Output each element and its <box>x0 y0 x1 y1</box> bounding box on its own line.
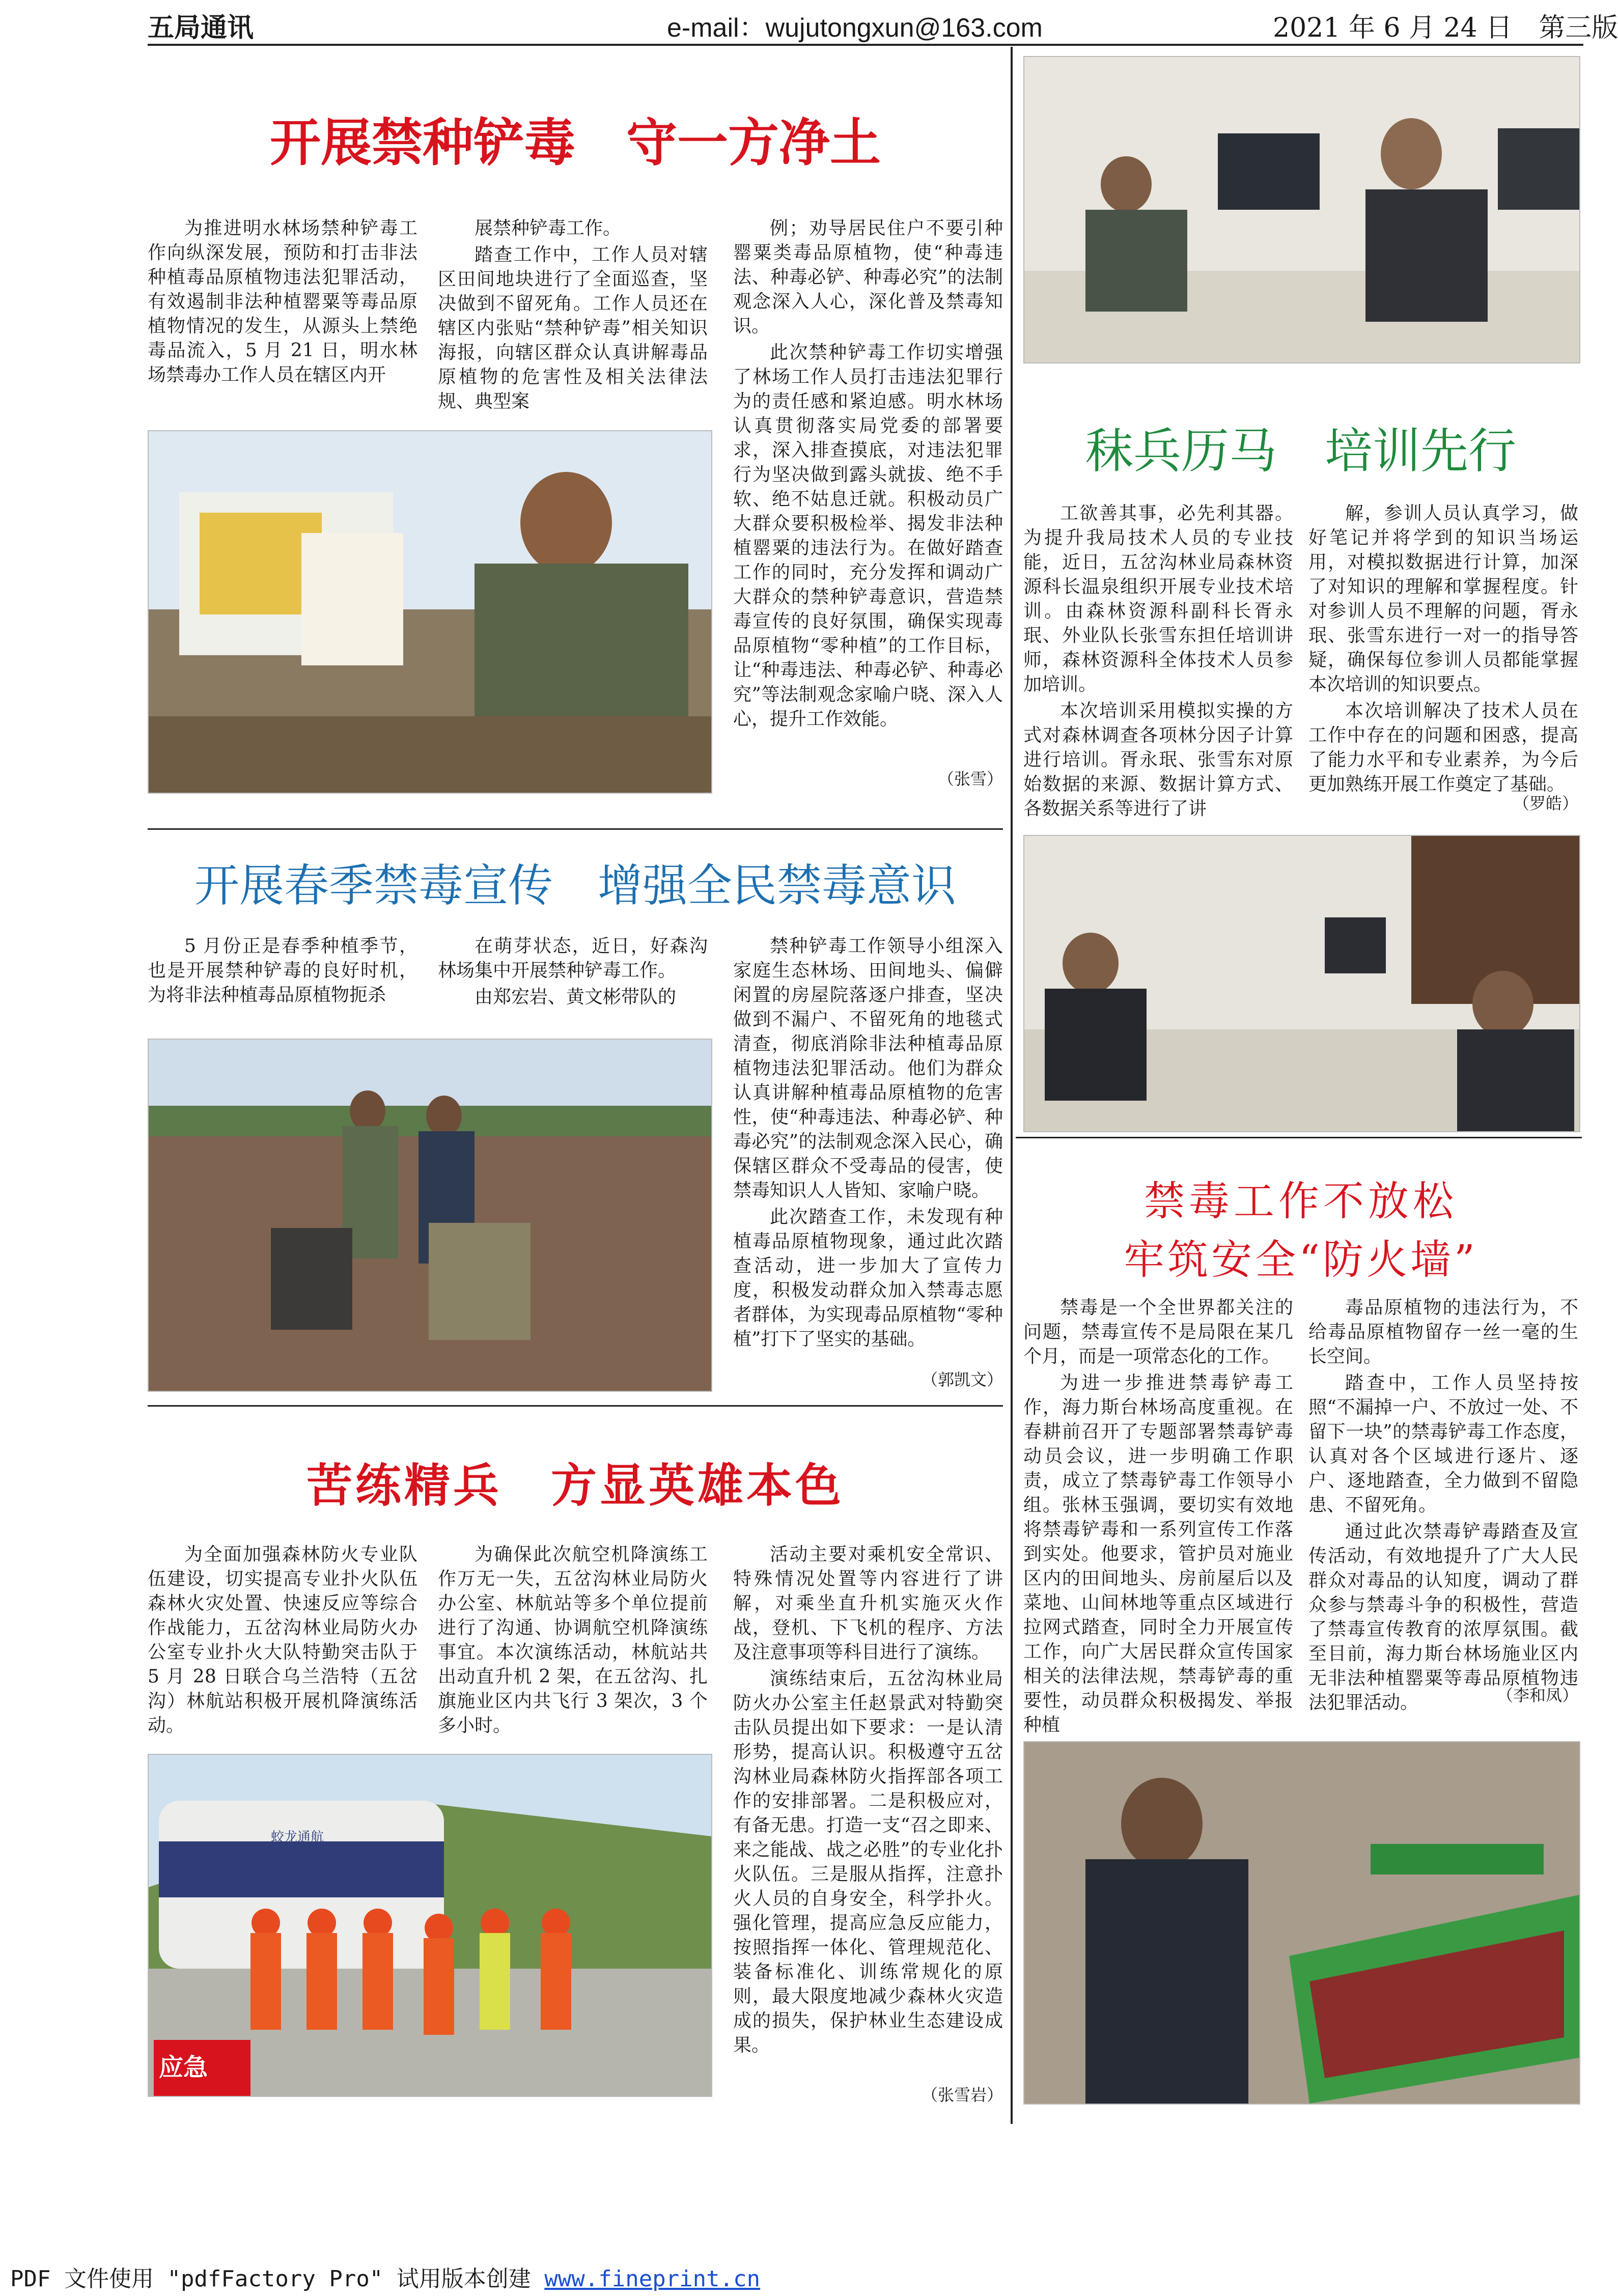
paragraph: 在萌芽状态，近日，好森沟林场集中开展禁种铲毒工作。 <box>438 936 708 981</box>
paragraph: 禁毒是一个全世界都关注的问题，禁毒宣传不是局限在某几个月，而是一项常态化的工作。 <box>1023 1297 1293 1367</box>
emergency-label: 应急 <box>159 2053 208 2082</box>
byline: （罗皓） <box>1513 794 1578 813</box>
header-email: e-mail：wujutongxun@163.com <box>667 13 1043 43</box>
article-title: 秣兵历马 培训先行 <box>1085 424 1516 479</box>
header-date-page: 2021 年 6 月 24 日 第三版 <box>1273 13 1618 43</box>
byline: （张雪） <box>937 769 1003 789</box>
helicopter-label: 蛟龙通航 <box>271 1830 324 1845</box>
paragraph: 毒品原植物的违法行为，不给毒品原植物留存一丝一毫的生长空间。 <box>1308 1297 1578 1367</box>
article-column <box>148 216 417 425</box>
byline: （郭凯文） <box>921 1370 1003 1389</box>
paragraph: 为全面加强森林防火专业队伍建设，切实提高专业扑火队伍森林火灾处置、快速反应等综合作战能力，五岔沟林业局防火办公室专业扑火大队特勤突击队于 5 月 28 日联合乌兰浩特（五岔沟）林航站积极开展机降演练活动。 <box>148 1544 417 1736</box>
article-column <box>438 216 708 425</box>
paragraph: 为进一步推进禁毒铲毒工作，海力斯台林场高度重视。在春耕前召开了专题部署禁毒铲毒动员会议，进一步明确工作职责，成立了禁毒铲毒工作领导小组。张林玉强调，要切实有效地将禁毒铲毒和一系列宣传工作落到实处。他要求，管护员对施业区内的田间地头、房前屋后以及菜地、山间林地等重点区域进行拉网式踏查，同时全力开展宣传工作，向广大居民群众宣传国家相关的法律法规，禁毒铲毒的重要性，动员群众积极揭发、举报种植 <box>1023 1373 1293 1735</box>
article-column <box>1308 1296 1578 1733</box>
article-title: 苦练精兵 方显英雄本色 <box>306 1459 844 1513</box>
separator-right <box>1016 1137 1582 1138</box>
paragraph: 为确保此次航空机降演练工作万无一失，五岔沟林业局防火办公室、林航站等多个单位提前进行了沟通、协调航空机降演练事宜。本次演练活动，林航站共出动直升机 2 架，在五岔沟、扎旗施业区内共飞行 3 架次，3 个多小时。 <box>438 1544 708 1736</box>
photo-field-inspection <box>148 1039 712 1392</box>
paragraph: 禁种铲毒工作领导小组深入家庭生态林场、田间地头、偏僻闲置的房屋院落逐户排查，坚决做到不漏户、不留死角的地毯式清查，彻底消除非法种植毒品原植物违法犯罪活动。他们为群众认真讲解种植毒品原植物的危害性，使“种毒违法、种毒必铲、种毒必究”的法制观念深入民心，确保辖区群众不受毒品的侵害，使禁毒知识人人皆知、家喻户晓。 <box>733 936 1003 1201</box>
column-divider <box>1011 47 1013 2124</box>
header-rule <box>148 44 1583 46</box>
photo-soldier-bags <box>148 430 712 794</box>
footer-text: PDF 文件使用 "pdfFactory Pro" 试用版本创建 <box>10 2266 545 2292</box>
paragraph: 例；劝导居民住户不要引种罂粟类毒品原植物，使“种毒违法、种毒必铲、种毒必究”的法制观念深入人心，深化普及禁毒知识。 <box>733 218 1003 337</box>
photo-helicopter-drill <box>148 1754 712 2097</box>
article-title: 牢筑安全“防火墙” <box>1124 1236 1478 1283</box>
article-title: 开展春季禁毒宣传 增强全民禁毒意识 <box>194 859 956 912</box>
byline: （李和凤） <box>1496 1686 1578 1705</box>
article-column <box>733 216 1003 792</box>
photo-training-room <box>1023 835 1580 1132</box>
paragraph: 此次踏查工作，未发现有种植毒品原植物现象，通过此次踏查活动，进一步加大了宣传力度，积极发动群众加入禁毒志愿者群体，为实现毒品原植物“零种植”打下了坚实的基础。 <box>733 1207 1003 1350</box>
paragraph: 由郑宏岩、黄文彬带队的 <box>475 987 677 1007</box>
paragraph: 5 月份正是春季种植季节，也是开展禁种铲毒的良好时机，为将非法种植毒品原植物扼杀 <box>148 936 417 1005</box>
paragraph: 此次禁种铲毒工作切实增强了林场工作人员打击违法犯罪行为的责任感和紧迫感。明水林场认真贯彻落实局党委的部署要求，深入排查摸底，对违法犯罪行为坚决做到露头就拔、绝不手软、绝不姑息迁就。积极动员广大群众要积极检举、揭发非法种植罂粟的违法行为。在做好踏查工作的同时，充分发挥和调动广大群众的禁种铲毒意识，营造禁毒宣传的良好氛围，确保实现毒品原植物“零种植”的工作目标，让“种毒违法、种毒必铲、种毒必究”等法制观念家喻户晓、深入人心，提升工作效能。 <box>733 342 1003 730</box>
separator-a1 <box>148 828 1003 830</box>
paragraph: 展禁种铲毒工作。 <box>475 218 622 239</box>
photo-training-office <box>1023 56 1580 363</box>
paragraph: 工欲善其事，必先利其器。为提升我局技术人员的专业技能，近日，五岔沟林业局森林资源科长温泉组织开展专业技术培训。由森林资源科副科长胥永珉、外业队长张雪东担任培训讲师，森林资源科全体技术人员参加培训。 <box>1023 503 1293 695</box>
photo-police-seed-tray <box>1023 1741 1580 2105</box>
byline: （张雪岩） <box>921 2085 1003 2105</box>
article-title: 开展禁种铲毒 守一方净土 <box>270 113 881 173</box>
footer-link[interactable]: www.fineprint.cn <box>544 2266 761 2292</box>
pdf-footer <box>10 2260 760 2293</box>
paragraph: 解，参训人员认真学习，做好笔记并将学到的知识当场运用，对模拟数据进行计算，加深了对知识的理解和掌握程度。针对参训人员不理解的问题，胥永珉、张雪东进行一对一的指导答疑，确保每位参训人员都能掌握本次培训的知识要点。 <box>1308 503 1578 695</box>
article-column <box>438 1543 708 1746</box>
paragraph: 本次培训采用模拟实操的方式对森林调查各项林分因子计算进行培训。胥永珉、张雪东对原始数据的来源、数据计算方式、各数据关系等进行了讲 <box>1023 701 1293 819</box>
paragraph: 活动主要对乘机安全常识、特殊情况处置等内容进行了讲解，对乘坐直升机实施灭火作战，登机、下飞机的程序、方法及注意事项等科目进行了演练。 <box>733 1544 1003 1663</box>
article-column <box>148 934 417 1031</box>
paper-name: 五局通讯 <box>148 12 254 43</box>
paragraph: 演练结束后，五岔沟林业局防火办公室主任赵景武对特勤突击队员提出如下要求：一是认清形势，提高认识。积极遵守五岔沟林业局森林防火指挥部各项工作的安排部署。二是积极应对，有备无患。打造一支“召之即来、来之能战、战之必胜”的专业化扑火队伍。三是服从指挥，注意扑火人员的自身安全，科学扑火。强化管理，提高应急反应能力，按照指挥一体化、管理规范化、装备标准化、训练常规化的原则，最大限度地减少森林火灾造成的损失，保护林业生态建设成果。 <box>733 1668 1003 2056</box>
paragraph: 踏查工作中，工作人员对辖区田间地块进行了全面巡查，坚决做到不留死角。工作人员还在辖区内张贴“禁种铲毒”相关知识海报，向辖区群众认真讲解毒品原植物的危害性及相关法律法规、典型案 <box>438 244 708 412</box>
paragraph: 本次培训解决了技术人员在工作中存在的问题和困惑，提高了能力水平和专业素养，为今后更加熟练开展工作奠定了基础。 <box>1308 701 1578 795</box>
paragraph: 为推进明水林场禁种铲毒工作向纵深发展，预防和打击非法种植毒品原植物违法犯罪活动，有效遏制非法种植罂粟等毒品原植物情况的发生，从源头上禁绝毒品流入，5 月 21 日，明水林场禁毒办工作人员在辖区内开 <box>148 218 417 385</box>
article-column <box>733 934 1003 1367</box>
article-column <box>148 1543 417 1746</box>
article-title: 禁毒工作不放松 <box>1144 1178 1458 1225</box>
article-column <box>438 934 708 1031</box>
paragraph: 踏查中，工作人员坚持按照“不漏掉一户、不放过一处、不留下一块”的禁毒铲毒工作态度，认真对各个区域进行逐片、逐户、逐地踏查，全力做到不留隐患、不留死角。 <box>1308 1373 1578 1516</box>
article-column <box>733 1543 1003 2092</box>
paragraph: 通过此次禁毒铲毒踏查及宣传活动，有效地提升了广大人民群众对毒品的认知度，调动了群众参与禁毒斗争的积极性，营造了禁毒宣传教育的浓厚氛围。截至目前，海力斯台林场施业区内无非法种植罂粟等毒品原植物违法犯罪活动。 <box>1308 1521 1578 1713</box>
separator-a3 <box>148 1405 1003 1407</box>
